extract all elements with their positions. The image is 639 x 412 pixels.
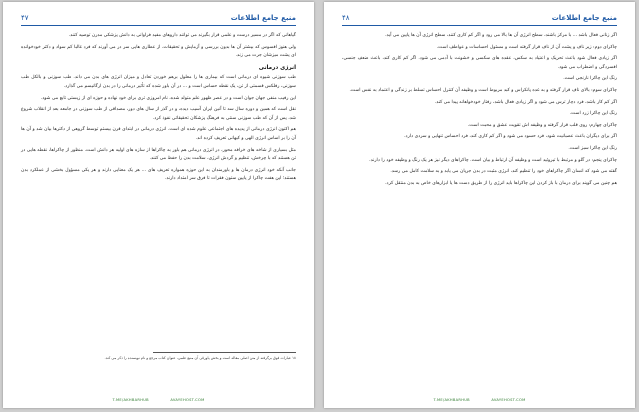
footer-link[interactable]: AVAYEHOST.COM [491, 398, 526, 402]
paragraph: گفته می شود که انسان اگر چاکراهای خود را تنظیم کند، انرژی مثبت در بدن جریان می یابد و به سلامت کامل می رسد. [390, 169, 617, 175]
footer-link[interactable]: T.ME/AKHBARHUB [112, 398, 149, 402]
paragraph: چاکرای پنجم: در گلو و مرتبط با تیروئید است و وظیفه آن ارتباط و بیان است. چاکراهای دیگر نیز هر یک رنگ و وظیفه خود را دارند. [369, 157, 617, 163]
left-header-title: منبع جامع اطلاعات [230, 14, 296, 22]
paragraph: رنگ این چاکرا نارنجی است. [563, 76, 617, 82]
footer-link[interactable]: T.ME/AKHBARHUB [433, 398, 470, 402]
left-page-body [21, 32, 296, 187]
left-page-footer [3, 398, 314, 402]
paragraph: چاکرای دوم: زیر ناف و پشت آن از ناف قرار گرفته است و مسئول احساسات و عواطف است. [436, 44, 617, 50]
right-page-body [342, 32, 617, 191]
left-page-number: ۴۷ [21, 14, 29, 22]
footer-link[interactable]: AVAYEHOST.COM [170, 398, 205, 402]
paragraph: اگر برای دیگران باعث عصبانیت شود، فرد حسود می شود و اگر کم کاری کند، فرد احساس تنهایی و سردی دارد. [404, 134, 617, 140]
right-header-title: منبع جامع اطلاعات [551, 14, 617, 22]
footnote: ۱۸ عبارات فوق برگرفته از متن اصلی مقاله است و بخش پاورقی آن منبع علمی، عنوان کتاب مرجع و نام نویسنده را ذکر می کند. [104, 356, 296, 360]
paragraph: اگر زنانی فعال باشد ... با مرکز باشند، سطح انرژی آن ها بالا می رود و اگر کم کاری کنند، سطح انرژی آن ها پایین می آید. [385, 33, 617, 38]
right-page-number: ۴۸ [342, 14, 350, 22]
right-header-rule [342, 25, 617, 26]
right-page-footer [324, 398, 635, 402]
paragraph: جانب آنکه خود انرژی درمان ها و باورمندان به این حوزه همواره تعریف های ... هر یک معنایی دارند و هر یکی مسؤول بخشی از عملکرد بدن هستند؛ این هفت چاکرا از پایین ستون فقرات تا فرق سر امتداد دارند. [21, 167, 296, 182]
paragraph: رنگ این چاکرا سبز است. [568, 145, 617, 151]
left-page [3, 2, 314, 408]
left-header-rule [21, 25, 296, 26]
paragraph: مثل بسیاری از شاخه های خرافه محور، در انرژی درمانی هم باور به چاکراها از سازه های اولیه هر دانش است. منظور از چاکراها، نقطه هایی در تن هستند که با چرخش، تنظیم و گردش انرژی، سلامت بدن را حفظ می کنند. [21, 147, 296, 162]
paragraph: هم چنین می گویند برای درمان با باز کردن این چاکراها باید انرژی را از طریق دست ها یا ابزارهای خاص به بدن منتقل کرد. [385, 180, 617, 186]
paragraph: طب سوزنی شیوه ای درمانی است که بیماری ها را معلول برهم خوردن تعادل و میزان انرژی های بدن می داند. طب سوزنی و بالکل طب سوزنی، رفلکس قسمتی از تن، یک نقطه حساس است و ... در آن باور شده که تأثیر درمانی را در بدن ارگانیسم می گذارد. [21, 75, 296, 89]
right-page-header [342, 14, 617, 26]
paragraph: این رفیب منفی جهان جوان است و در عصر ظهور علم متولد شده، نام امروزی تری برای خود نهاده و حوزه ای از زیستی تابع می شود. [40, 95, 296, 101]
section-heading: انرژی درمانی [258, 64, 296, 71]
paragraph: چاکرای چهارم: روی قلب قرار گرفته و وظیفه اش تقویت عشق و محبت است. [467, 122, 617, 128]
paragraph: ولی هنوز افسوس که بیشتر آن ها بدون بررسی و آزمایش و تحقیقات، از عطاری هایی سر در می آورند که فرد غالبا کم سواد و دکتر خودخوانده ای پشت میزشان جرت می زند. [21, 44, 296, 59]
paragraph: هم اکنون انرژی درمانی از پدیده های اجتماعی علوم شده ای است. انرژی درمانی در ابتدای قرن بیستم توسط گروهی از دکترها بیان شد و آن ها آن را بر اساس انرژی الهی و کیهانی تعریف کرده اند. [21, 127, 296, 141]
paragraph: گیاهانی که اگر در مسیر درست و علمی قرار بگیرند می توانند داروهای مفید فراوانی به دانش پزشکی مدرن توصیه کنند. [68, 33, 296, 38]
right-page [324, 2, 635, 408]
paragraph: نقل است که همین و دوره سال سه تا آنین ایران آسیب دیده، و در گذر از سال های دور، مصداقی از طب سوزنی در جامعه بعد از انقلاب شروع شد، پس از آن که طب سوزنی سنتی به فرهنگ پزشکان تحقیقاتی نفوذ کرد. [21, 107, 296, 121]
paragraph: رنگ این چاکرا زرد است. [569, 111, 617, 117]
paragraph: چاکرای سوم: بالای ناف قرار گرفته و به غده پانکراس و کبد مربوط است و وظیفه آن کنترل احساس تسلط بر زندگی و اعتماد به نفس است. [349, 87, 617, 93]
paragraph: اگر کم کار باشد، فرد دچار ترس می شود و اگر زیادی فعال باشد، رفتار خودخواهانه پیدا می کند. [434, 99, 617, 105]
paragraph: اگر زیادی فعال شود باعث تحریک و اعتیاد به سکس، عقده های سکسی و خشونت با آدمی می شود. اگر کم کاری کند، باعث ضعف جنسی، افسردگی و اضطراب می شود. [342, 56, 617, 70]
left-page-header [21, 14, 296, 26]
footnote-rule [153, 352, 296, 353]
